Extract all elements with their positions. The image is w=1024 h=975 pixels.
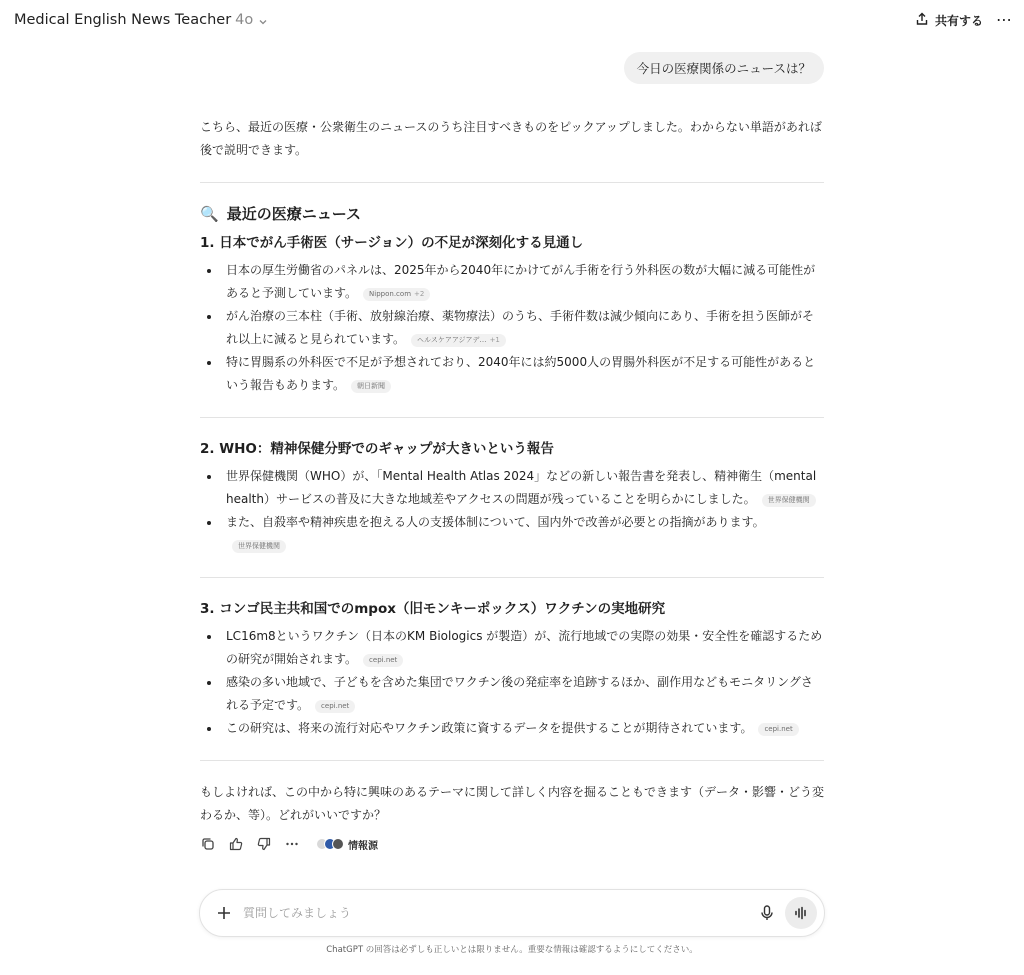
source-citation[interactable] [762,494,816,507]
list-item-text: がん治療の三本柱（手術、放射線治療、薬物療法）のうち、手術件数は減少傾向にあり、手術を担う医師がそれ以上に減ると見られています。 [226,309,815,346]
list-item [200,351,824,397]
source-favicon-icon [332,838,344,850]
section-title: 1. 日本でがん手術医（サージョン）の不足が深刻化する見通し [200,235,584,251]
source-extra-count: +2 [414,290,425,298]
news-section [200,232,824,397]
list-item-text: 日本の厚生労働省のパネルは、2025年から2040年にかけてがん手術を行う外科医の数が大幅に減る可能性があると予測しています。 [226,263,816,300]
list-item [200,625,824,671]
list-item-text: この研究は、将来の流行対応やワクチン政策に資するデータを提供することが期待されています。 [226,721,753,735]
share-icon [915,12,929,29]
source-name: 世界保健機関 [238,542,280,550]
answer-intro: こちら、最近の医療・公衆衛生のニュースのうち注目すべきものをピックアップしました。わからない単語があれば後で説明できます。 [200,120,822,157]
plus-icon[interactable] [214,903,234,923]
more-options-button[interactable]: ⋯ [996,10,1013,29]
source-citation[interactable] [232,540,286,553]
list-item [200,259,824,305]
section-title: 3. コンゴ民主共和国でのmpox（旧モンキーポックス）ワクチンの実地研究 [200,601,666,617]
source-name: cepi.net [321,702,350,710]
source-name: 世界保健機関 [767,496,810,504]
model-name: Medical English News Teacher [14,12,232,28]
more-actions-icon[interactable] [284,836,300,852]
source-name: ヘルスケアアジアデ… [417,336,487,344]
disclaimer: ChatGPT の回答は必ずしも正しいとは限りません。重要な情報は確認するようにしてください。 [326,945,698,955]
model-version: 4o [235,12,254,28]
composer [199,889,825,937]
source-name: Nippon.com [369,290,412,298]
answer-closing: もしよければ、この中から特に興味のあるテーマに関して詳しく内容を掘ることもできます（データ・影響・どう変わるか、等）。どれがいいですか？ [200,785,825,822]
list-item [200,465,824,511]
bullet-list [200,625,824,740]
chevron-down-icon [258,15,268,25]
source-citation[interactable] [411,334,506,347]
assistant-message [200,116,824,827]
divider [200,182,824,183]
list-item-text: 特に胃腸系の外科医で不足が予想されており、2040年には約5000人の胃腸外科医が不足する可能性があるという報告もあります。 [226,355,816,392]
news-section [200,598,824,740]
source-name: cepi.net [764,725,793,733]
user-message: 今日の医療関係のニュースは？ [624,52,824,84]
thumbs-up-icon[interactable] [228,836,244,852]
list-item [200,717,824,740]
prompt-input[interactable] [243,902,743,924]
divider [200,760,824,761]
divider [200,577,824,578]
share-label: 共有する [935,14,984,28]
bullet-list [200,259,824,397]
source-name: cepi.net [369,656,398,664]
list-item-text: LC16m8というワクチン（日本のKM Biologics が製造）が、流行地域での実際の効果・安全性を確認するための研究が開始されます。 [226,629,823,666]
source-name: 朝日新聞 [357,382,386,390]
answer-heading [200,203,824,226]
source-citation[interactable] [351,380,391,393]
list-item-text: 世界保健機関（WHO）が、「Mental Health Atlas 2024」などの新しい報告書を発表し、精神衛生（mental health）サービスの普及に大きな地域差やアクセスの問題が残っていることを明らかにしました。 [226,469,817,506]
waveform-icon [793,905,809,921]
top-bar [0,0,1024,42]
list-item [200,511,824,557]
sources-label: 情報源 [348,840,378,852]
source-citation[interactable] [758,723,798,736]
section-title: 2. WHO：精神保健分野でのギャップが大きいという報告 [200,441,554,457]
bullet-list [200,465,824,557]
message-actions [200,834,378,854]
source-favicons [316,838,344,850]
magnifier-icon: 🔍 [200,205,219,223]
list-item-text: 感染の多い地域で、子どもを含めた集団でワクチン後の発症率を追跡するほか、副作用などもモニタリングされる予定です。 [226,675,813,712]
source-citation[interactable] [315,700,355,713]
copy-icon[interactable] [200,836,216,852]
answer-heading-text: 最近の医療ニュース [226,205,361,223]
source-extra-count: +1 [489,336,500,344]
microphone-icon[interactable] [758,904,776,922]
voice-mode-button[interactable] [785,897,817,929]
sources-button[interactable] [316,837,378,852]
divider [200,417,824,418]
news-section [200,438,824,557]
share-button[interactable] [915,12,983,29]
list-item-text: また、自殺率や精神疾患を抱える人の支援体制について、国内外で改善が必要との指摘があります。 [226,515,765,529]
source-citation[interactable] [363,654,403,667]
source-citation[interactable] [363,288,430,301]
model-selector[interactable] [14,12,268,28]
list-item [200,671,824,717]
thumbs-down-icon[interactable] [256,836,272,852]
list-item [200,305,824,351]
